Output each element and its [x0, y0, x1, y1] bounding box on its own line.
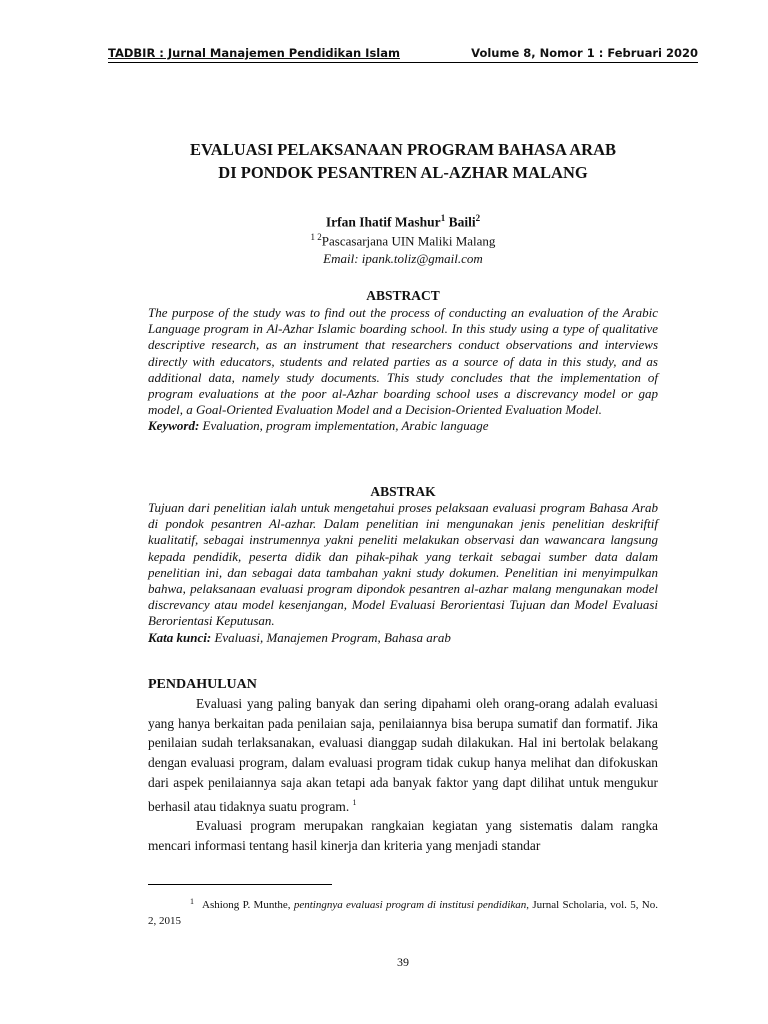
paragraph-2: Evaluasi program merupakan rangkaian kegiatan yang sistematis dalam rangka mencari informasi tentang hasil kinerja dan kriteria yang menjadi standar [148, 818, 658, 853]
author-1: Irfan Ihatif Mashur [325, 214, 441, 230]
keywords-en-label: Keyword: [148, 418, 200, 434]
keywords-id-label: Kata kunci: [148, 629, 212, 645]
author-list [108, 213, 698, 231]
abstract-en [148, 305, 658, 435]
header-rule [108, 62, 698, 63]
abstract-en-text: The purpose of the study was to find out the process of conducting an evaluation of the Arabic Language program in Al-Azhar Islamic boarding school. In this study using a type of qualitative descriptive research, as an instrument that researchers conduct observations and interviews directly with educators, students and related parties as a source of data in this study, and as additional data, namely study documents. This study concludes that the implementation of program evaluations at the poor al-Azhar boarding school uses a discrevancy model or gap model, a Goal-Oriented Evaluation Model and a Decision-Oriented Evaluation Model. [148, 305, 658, 418]
author-1-mark: 1 [440, 213, 446, 223]
paragraph-1 [148, 694, 658, 816]
affiliation-text: Pascasarjana UIN Maliki Malang [321, 233, 496, 249]
keywords-en-values: Evaluation, program implementation, Arabic language [202, 418, 489, 434]
paper-title [108, 138, 698, 184]
footnote-reference: 1 [352, 797, 357, 807]
author-2-mark: 2 [475, 213, 481, 223]
author-2: Baili [448, 214, 476, 230]
footnote-rest: , Jurnal Scholaria, vol. 5, No. 2, 2015 [148, 899, 658, 927]
abstrak-heading: ABSTRAK [370, 484, 436, 499]
title-line-1: EVALUASI PELAKSANAAN PROGRAM BAHASA ARAB [189, 140, 616, 159]
affiliation [108, 232, 698, 249]
footnote-author: Ashiong P. Munthe, [202, 899, 291, 911]
journal-name: TADBIR : Jurnal Manajemen Pendidikan Islam [108, 46, 400, 60]
footnote-number: 1 [190, 897, 194, 906]
section-heading: PENDAHULUAN [148, 677, 257, 692]
paragraph-1-text: Evaluasi yang paling banyak dan sering dipahami oleh orang-orang adalah evaluasi yang hanya berkaitan pada penilaian saja, penilaiannya bisa berupa sumatif dan formatif. Jika penilaian sudah terlaksanakan, evaluasi dianggap sudah dilakukan. Hal ini bertolak belakang dengan evaluasi program, dalam evaluasi program tidak cukup hanya melihat dan difokuskan dari aspek penilaiannya saja akan tetapi ada banyak faktor yang dapt dilihat untuk mengukur berhasil atau tidaknya suatu program. [148, 696, 658, 814]
abstract-heading: ABSTRACT [366, 288, 440, 303]
page-number: 39 [397, 955, 409, 969]
abstract-id [148, 500, 658, 646]
footnote [148, 894, 658, 929]
abstract-id-text: Tujuan dari penelitian ialah untuk mengetahui proses pelaksaan evaluasi program Bahasa Arab di pondok pesantren Al-azhar. Dalam penelitian ini mengunakan jenis penelitian deskriftif kualitatif, sebagai instrumennya yakni peneliti melakukan observasi dan wawancara langsung kepada pendidik, peserta didik dan pihak-pihak yang terkait sebagai sumber data dalam penelitian ini, dan sebagai data tambahan yakni study dokumen. Penelitian ini menyimpulkan bahwa, pelaksanaan evaluasi program dipondok pesantren al-azhar malang mengunakan model discrevancy atau model kesenjangan, Model Evaluasi Berorientasi Tujuan dan Model Evaluasi Berorientasi Keputusan. [148, 500, 658, 629]
title-line-2: DI PONDOK PESANTREN AL-AZHAR MALANG [218, 163, 588, 182]
author-email: Email: ipank.toliz@gmail.com [323, 251, 483, 266]
keywords-id [148, 630, 658, 646]
footnote-title: pentingnya evaluasi program di institusi pendidikan [293, 899, 527, 911]
body-text [148, 694, 658, 856]
keywords-en [148, 418, 658, 434]
footnote-rule [148, 884, 332, 885]
affiliation-marks: 1 2 [310, 232, 322, 242]
keywords-id-values: Evaluasi, Manajemen Program, Bahasa arab [214, 629, 451, 645]
running-header [108, 40, 698, 60]
issue-info: Volume 8, Nomor 1 : Februari 2020 [471, 46, 698, 60]
